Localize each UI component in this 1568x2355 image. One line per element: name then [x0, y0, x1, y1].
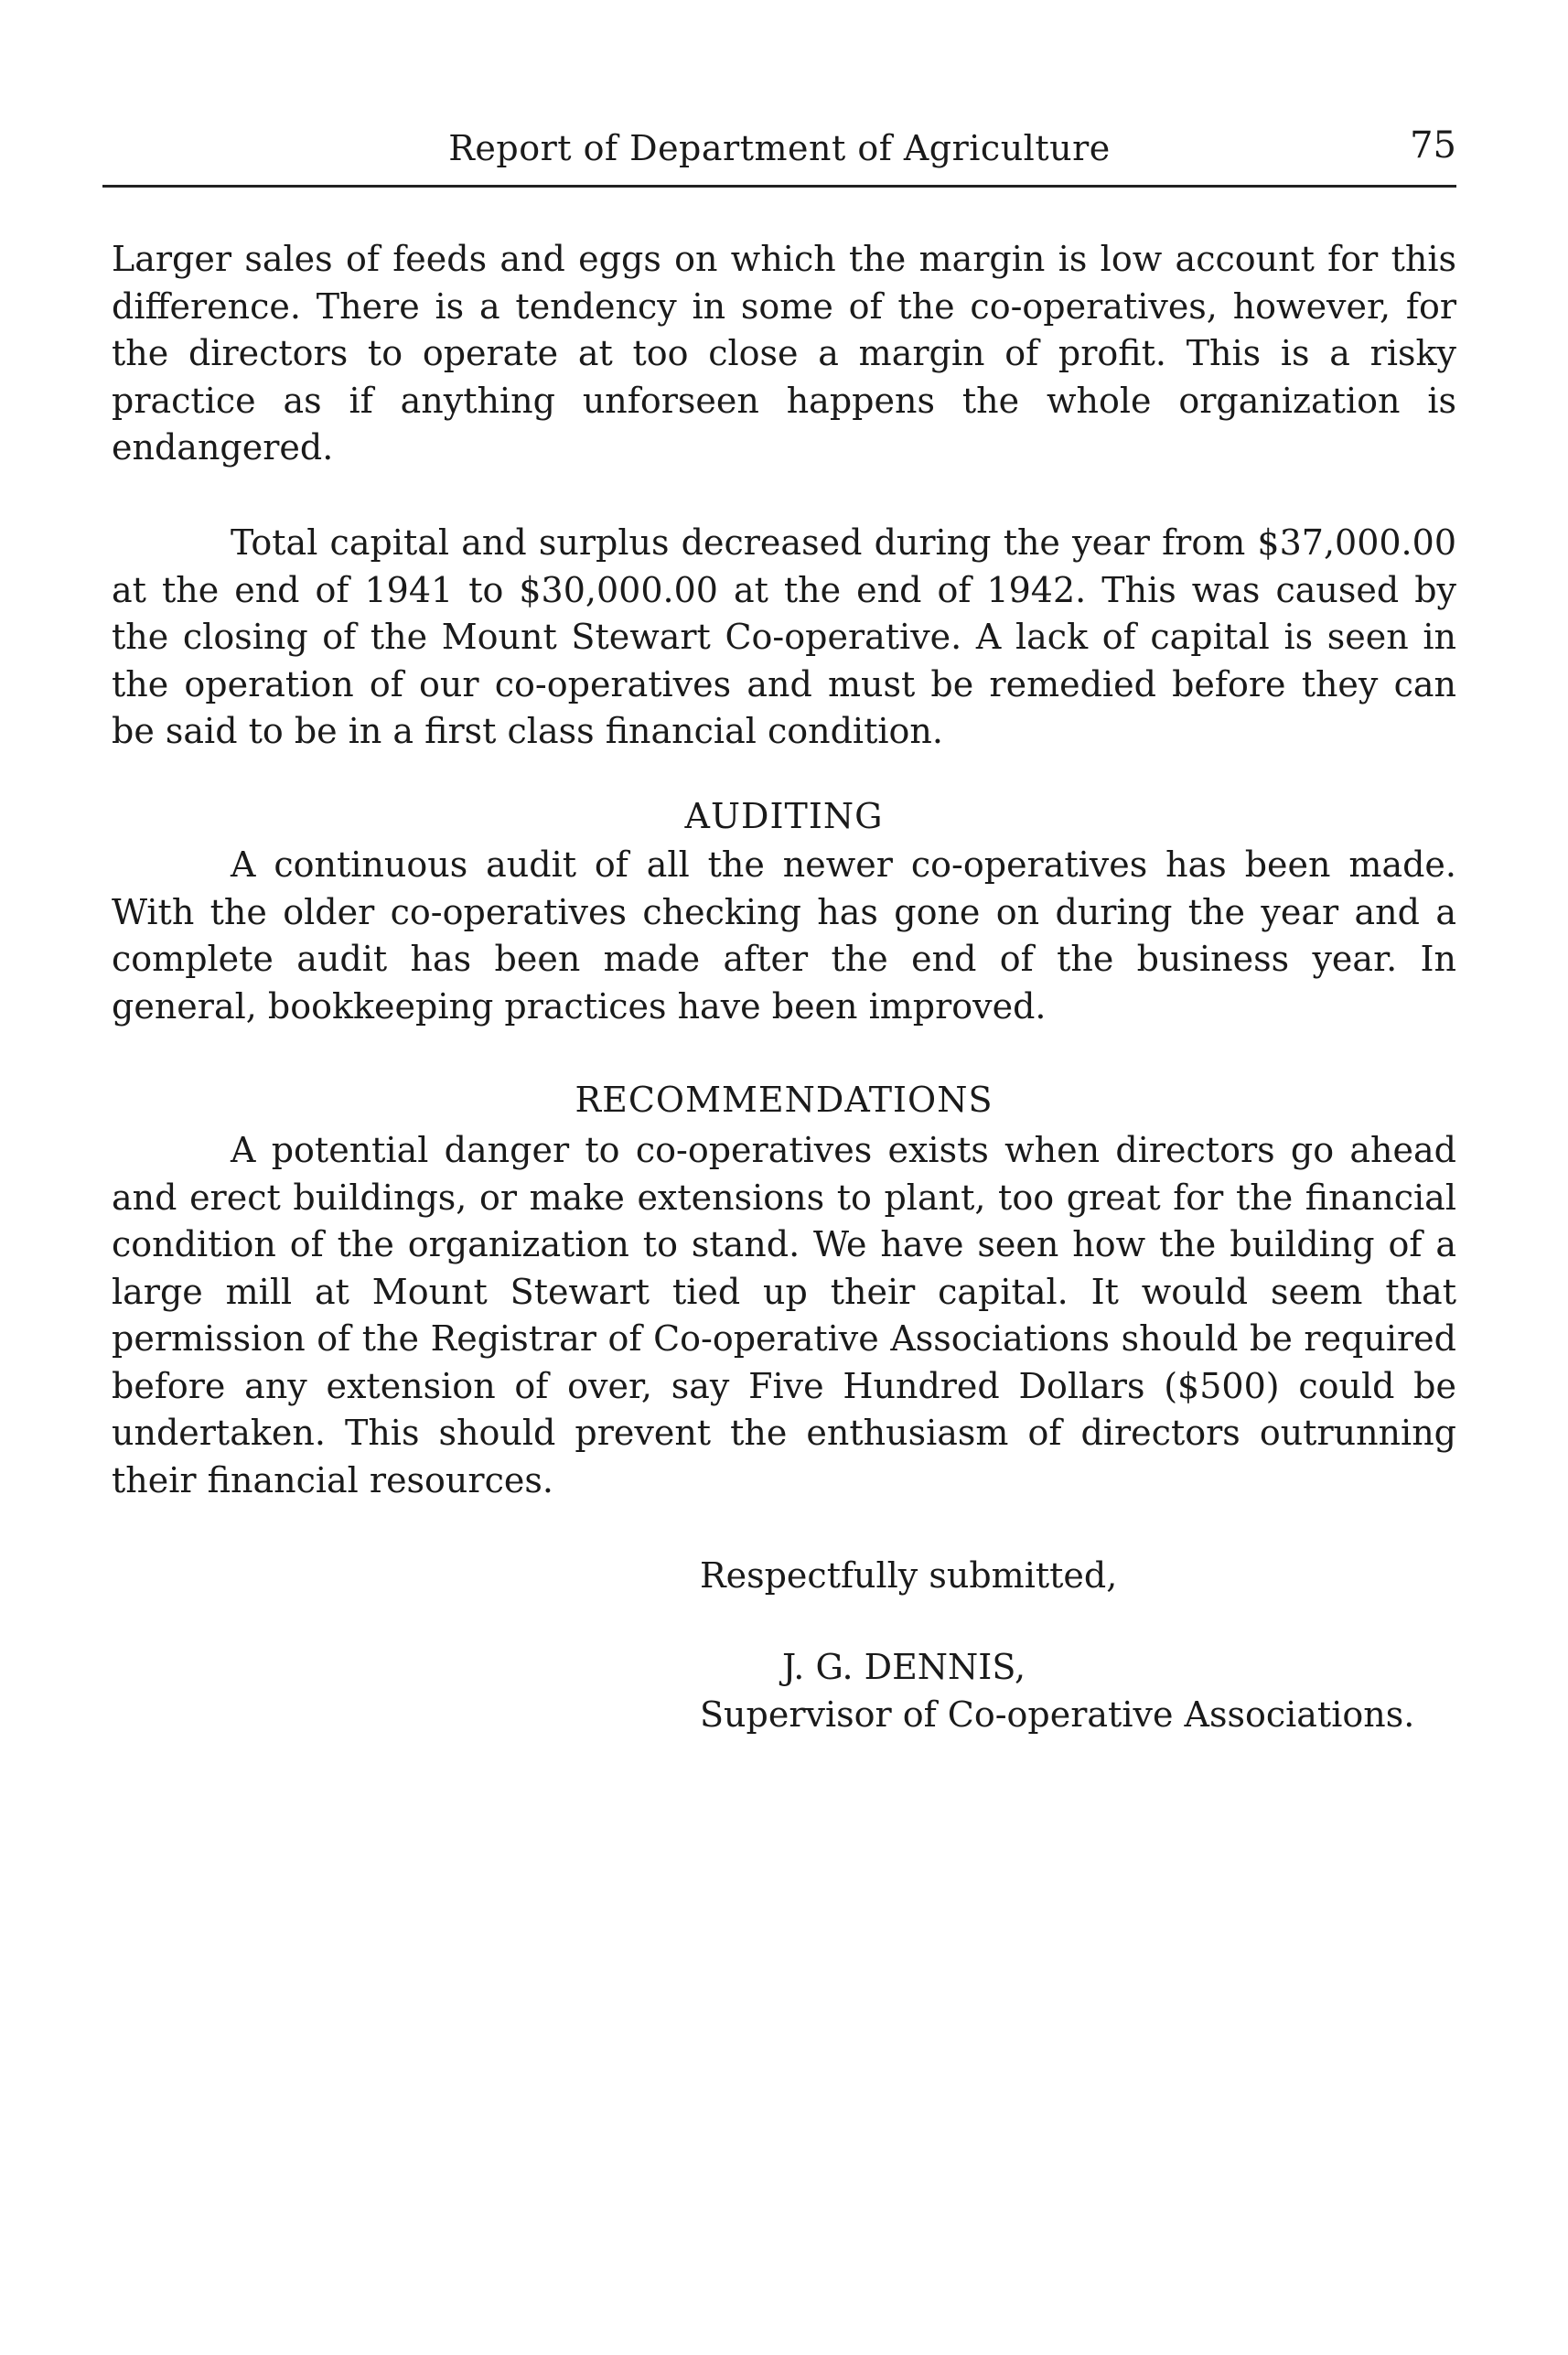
- running-header: [102, 121, 1456, 188]
- closing-line: Respectfully submitted,: [700, 1555, 1118, 1596]
- running-title: Report of Department of Agriculture: [448, 128, 1111, 168]
- auditing-paragraph: A continuous audit of all the newer co-operatives has been made. With the older co-operatives checking has gone on during the year and a complete audit has been made after the end of the business year. In general, bookkeeping practices have been improved.: [112, 844, 1456, 1027]
- auditing-heading: AUDITING: [684, 796, 884, 836]
- recommendations-heading: RECOMMENDATIONS: [575, 1080, 993, 1120]
- signatory-name: J. G. DENNIS,: [782, 1647, 1026, 1687]
- paragraph-capital: Total capital and surplus decreased during the year from $37,000.00 at the end of 1941 to $30,000.00 at the end of 1942. This was caused by the closing of the Mount Stewart Co-operative. A lack of capital is seen in the operation of our co-operatives and must be remedied before they can be said to be in a first class financial condition.: [112, 522, 1456, 751]
- recommendations-paragraph: A potential danger to co-operatives exists when directors go ahead and erect buildings, or make extensions to plant, too great for the financial condition of the organization to stand. We have seen how the building of a large mill at Mount Stewart tied up their capital. It would seem that permission of the Registrar of Co-operative Associations should be required before any extension of over, say Five Hundred Dollars ($500) could be undertaken. This should prevent the enthusiasm of directors outrunning their financial resources.: [112, 1130, 1456, 1500]
- paragraph-margin: Larger sales of feeds and eggs on which the margin is low account for this difference. There is a tendency in some of the co-operatives, however, for the directors to operate at too close a margin of profit. This is a risky practice as if anything unforseen happens the whole organization is endangered.: [112, 239, 1456, 468]
- signatory-title: Supervisor of Co-operative Associations.: [700, 1694, 1415, 1735]
- page-number: 75: [1410, 124, 1456, 167]
